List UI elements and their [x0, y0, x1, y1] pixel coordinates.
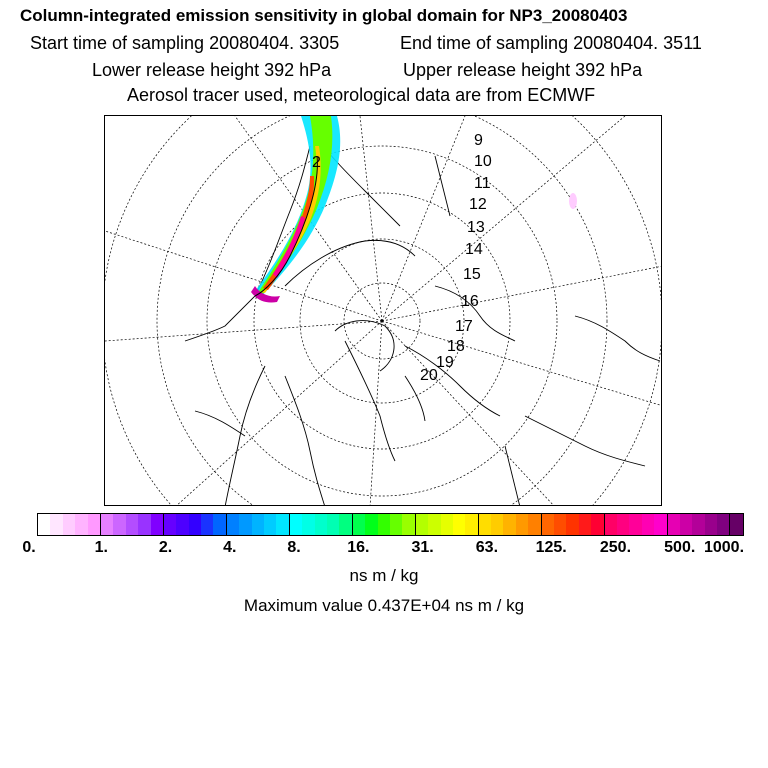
trajectory-labels: [312, 132, 492, 384]
colorbar-segment: [465, 514, 478, 535]
max-value-text: Maximum value 0.437E+04 ns m / kg: [243, 596, 525, 615]
colorbar-tick-label: 63.: [475, 539, 499, 556]
traj-label-12: 12: [469, 196, 487, 213]
traj-label-16: 16: [461, 293, 479, 310]
traj-label-18: 18: [447, 338, 465, 355]
colorbar-tick-label: 4.: [223, 539, 237, 556]
colorbar-tick-label: 31.: [411, 539, 434, 556]
colorbar-segment: [213, 514, 226, 535]
colorbar-segment: [151, 514, 164, 535]
colorbar-segment: [378, 514, 390, 535]
colorbar-segment: [503, 514, 515, 535]
colorbar-segment: [441, 514, 453, 535]
traj-label-9: 9: [474, 132, 483, 149]
colorbar-segment: [479, 514, 491, 535]
colorbar-segment: [516, 514, 528, 535]
colorbar-segment: [189, 514, 201, 535]
colorbar-tick-label: 16.: [347, 539, 370, 556]
colorbar-segment: [138, 514, 150, 535]
traj-label-14: 14: [465, 241, 483, 258]
colorbar-segment: [591, 514, 604, 535]
colorbar-segment: [428, 514, 440, 535]
colorbar-segment: [176, 514, 188, 535]
colorbar-segment: [365, 514, 377, 535]
colorbar-segment: [327, 514, 339, 535]
colorbar-segment: [554, 514, 566, 535]
colorbar-segment: [692, 514, 704, 535]
colorbar-segment: [390, 514, 402, 535]
colorbar-segment: [605, 514, 617, 535]
colorbar-segment: [402, 514, 415, 535]
colorbar-tick-label: 1.: [94, 539, 108, 556]
end-time-text: End time of sampling 20080404. 3511: [400, 33, 702, 53]
colorbar-segment: [566, 514, 578, 535]
traj-label-19: 19: [436, 354, 454, 371]
lower-release-text: Lower release height 392 hPa: [92, 60, 332, 80]
colorbar-segment: [38, 514, 50, 535]
colorbar-segment: [680, 514, 692, 535]
traj-label-15: 15: [463, 266, 481, 283]
colorbar-segment: [528, 514, 541, 535]
plot-title: Column-integrated emission sensitivity in global domain for NP3_20080403: [20, 6, 628, 25]
colorbar-segment: [239, 514, 251, 535]
colorbar-segment: [113, 514, 125, 535]
colorbar-segment: [579, 514, 591, 535]
colorbar-segment: [126, 514, 138, 535]
colorbar-tick-label: 8.: [287, 539, 301, 556]
colorbar-segment: [629, 514, 641, 535]
colorbar-segment: [101, 514, 113, 535]
unit-label: ns m / kg: [349, 566, 419, 585]
colorbar-segment: [315, 514, 327, 535]
colorbar-tick-label: 250.: [599, 539, 632, 556]
colorbar-segment: [302, 514, 314, 535]
colorbar-segment: [542, 514, 554, 535]
traj-label-13: 13: [467, 219, 485, 236]
colorbar-segment: [88, 514, 101, 535]
colorbar-segment: [705, 514, 717, 535]
colorbar-segment: [201, 514, 213, 535]
traj-label-2: 2: [312, 154, 321, 171]
map-panel: [104, 115, 662, 506]
colorbar-tick-label: 0.: [22, 539, 36, 556]
colorbar-segment: [453, 514, 465, 535]
colorbar-segment: [276, 514, 289, 535]
colorbar-segment: [668, 514, 680, 535]
polar-map: [105, 116, 662, 506]
upper-release-text: Upper release height 392 hPa: [403, 60, 643, 80]
colorbar-segment: [75, 514, 87, 535]
colorbar-tick-label: 500.: [664, 539, 696, 556]
colorbar-segment: [264, 514, 276, 535]
colorbar-segment: [252, 514, 264, 535]
colorbar-segment: [416, 514, 428, 535]
tracer-info-text: Aerosol tracer used, meteorological data are from ECMWF: [127, 85, 596, 105]
colorbar-tick-label: 1000.: [703, 539, 745, 556]
colorbar-segment: [353, 514, 365, 535]
sensitivity-plume: [251, 116, 577, 303]
colorbar-segment: [654, 514, 667, 535]
colorbar-segment: [730, 514, 742, 535]
start-time-text: Start time of sampling 20080404. 3305: [30, 33, 340, 53]
colorbar-segment: [227, 514, 239, 535]
coastlines: [185, 136, 660, 506]
meridian-lines: [105, 116, 662, 506]
colorbar-segment: [50, 514, 62, 535]
colorbar-segment: [617, 514, 629, 535]
traj-label-11: 11: [474, 175, 491, 192]
colorbar: [37, 513, 744, 536]
traj-label-20: 20: [420, 367, 438, 384]
colorbar-segment: [164, 514, 176, 535]
traj-label-17: 17: [455, 318, 473, 335]
colorbar-segment: [717, 514, 730, 535]
traj-label-10: 10: [474, 153, 492, 170]
colorbar-tick-label: 125.: [535, 539, 567, 556]
colorbar-segment: [63, 514, 75, 535]
colorbar-segment: [290, 514, 302, 535]
colorbar-tick-label: 2.: [158, 539, 173, 556]
colorbar-segment: [339, 514, 352, 535]
colorbar-segment: [642, 514, 654, 535]
colorbar-segment: [491, 514, 503, 535]
latitude-circles: [105, 116, 662, 506]
